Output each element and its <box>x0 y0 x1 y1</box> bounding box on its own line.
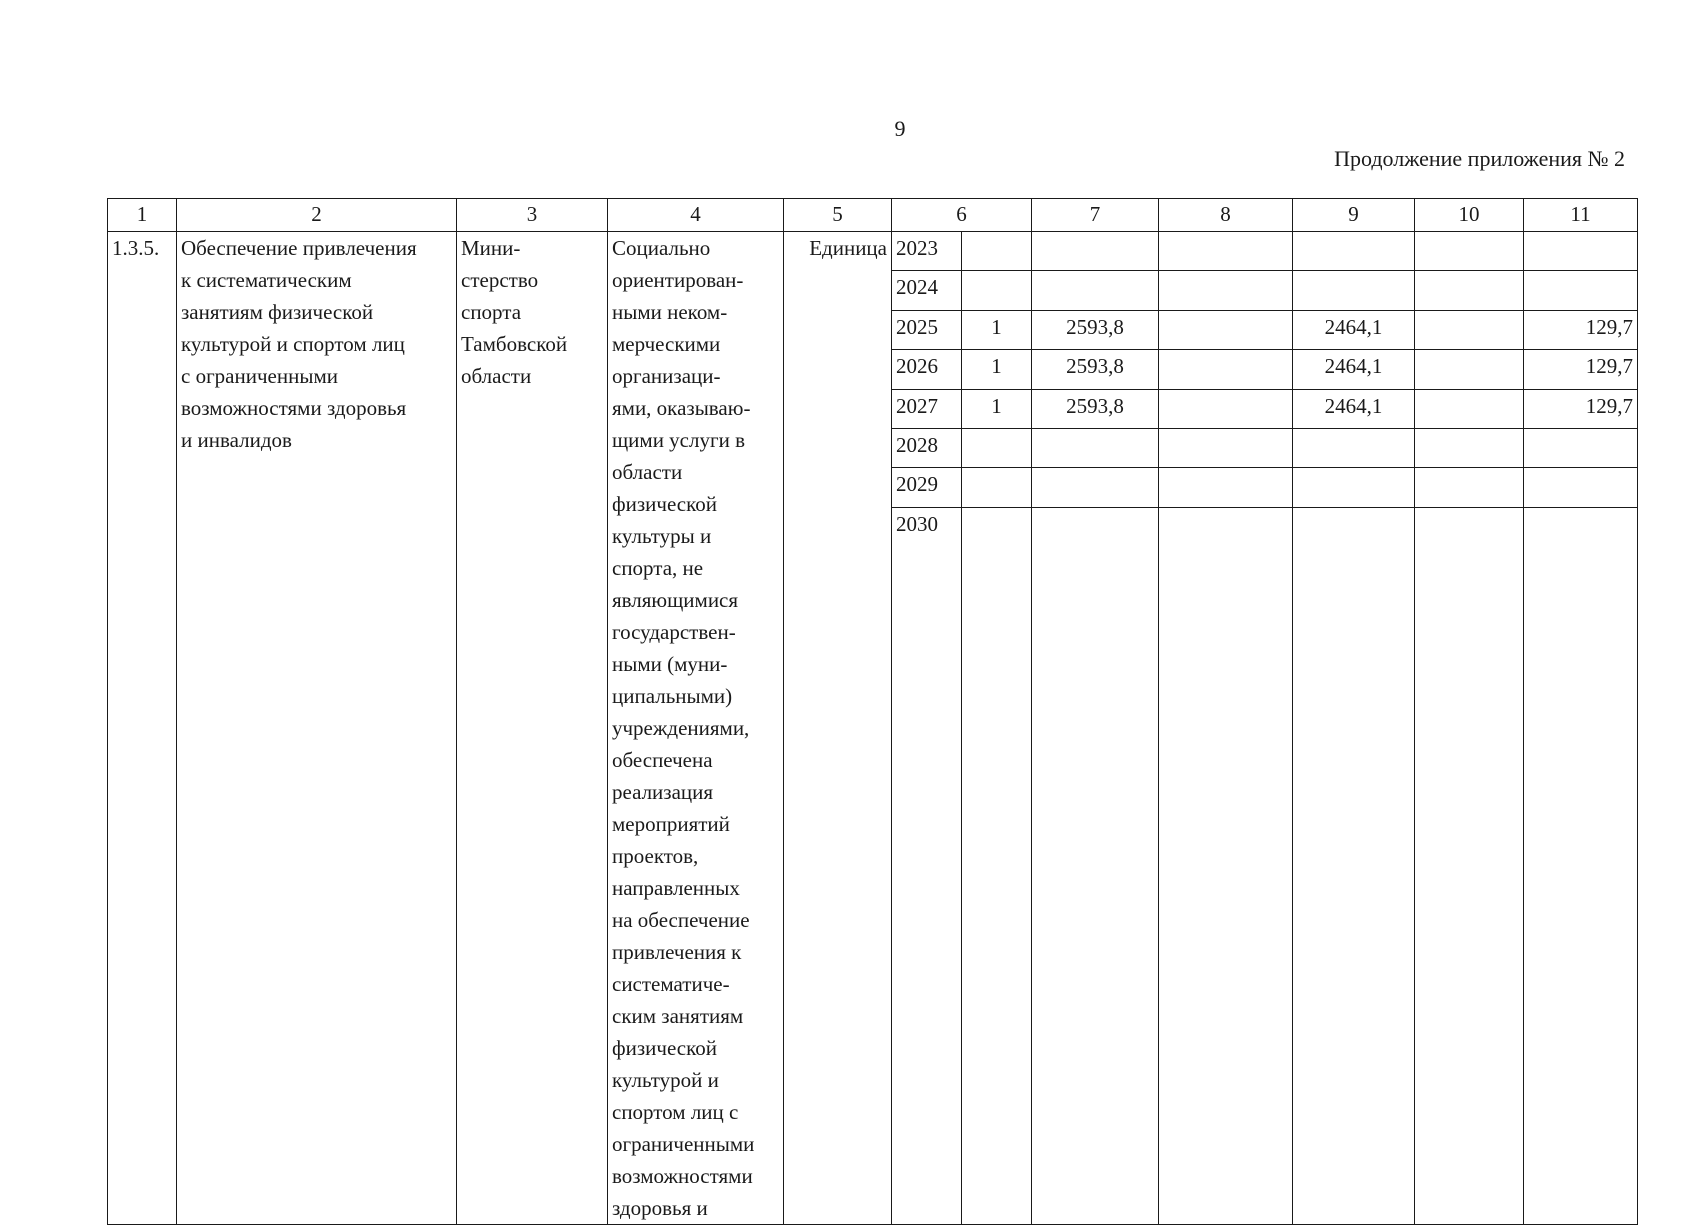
col8-cell <box>1159 271 1293 310</box>
total-cell: 2593,8 <box>1032 350 1159 389</box>
header-cell: 2 <box>177 199 457 232</box>
total-cell: 2593,8 <box>1032 389 1159 428</box>
col10-cell <box>1415 232 1524 271</box>
header-cell: 8 <box>1159 199 1293 232</box>
col10-cell <box>1415 350 1524 389</box>
count-cell: 1 <box>962 310 1032 349</box>
col9-cell <box>1293 507 1415 1224</box>
header-cell: 1 <box>108 199 177 232</box>
col10-cell <box>1415 271 1524 310</box>
activity-title: Обеспечение привлечения к систематическим занятиям физической культурой и спортом лиц с ограниченными возможностями здоровья и инвалидов <box>177 232 457 1225</box>
count-cell: 1 <box>962 389 1032 428</box>
col9-cell: 2464,1 <box>1293 350 1415 389</box>
col11-cell: 129,7 <box>1524 310 1638 349</box>
count-cell <box>962 507 1032 1224</box>
col8-cell <box>1159 232 1293 271</box>
col8-cell <box>1159 310 1293 349</box>
year-cell: 2028 <box>892 428 962 467</box>
header-cell: 4 <box>608 199 784 232</box>
year-cell: 2023 <box>892 232 962 271</box>
col10-cell <box>1415 507 1524 1224</box>
count-cell: 1 <box>962 350 1032 389</box>
year-cell: 2024 <box>892 271 962 310</box>
col9-cell <box>1293 428 1415 467</box>
count-cell <box>962 271 1032 310</box>
year-cell: 2029 <box>892 468 962 507</box>
header-cell: 10 <box>1415 199 1524 232</box>
col11-cell <box>1524 271 1638 310</box>
year-row <box>108 232 1638 271</box>
col8-cell <box>1159 507 1293 1224</box>
col9-cell <box>1293 468 1415 507</box>
total-cell <box>1032 468 1159 507</box>
header-cell: 11 <box>1524 199 1638 232</box>
col8-cell <box>1159 468 1293 507</box>
result-indicator: Социально ориентирован- ными неком- мерческими организаци- ями, оказываю- щими услуги в области физической культуры и спорта, не являющимися государствен- ными (муни- ципальными) учреждениями, обеспечена реализация мероприятий проектов, направленных на обеспечение привлечения к систематиче- ским занятиям физической культурой и спортом лиц с ограниченными возможностями здоровья и <box>608 232 784 1225</box>
col11-cell: 129,7 <box>1524 389 1638 428</box>
year-cell: 2025 <box>892 310 962 349</box>
unit-of-measure: Единица <box>784 232 892 1225</box>
col8-cell <box>1159 389 1293 428</box>
appendix-continuation-note: Продолжение приложения № 2 <box>1334 146 1625 171</box>
total-cell <box>1032 507 1159 1224</box>
total-cell: 2593,8 <box>1032 310 1159 349</box>
page-number: 9 <box>894 116 906 141</box>
col11-cell <box>1524 232 1638 271</box>
col9-cell <box>1293 271 1415 310</box>
header-cell: 3 <box>457 199 608 232</box>
col8-cell <box>1159 350 1293 389</box>
header-cell: 9 <box>1293 199 1415 232</box>
col11-cell <box>1524 428 1638 467</box>
col11-cell <box>1524 507 1638 1224</box>
col10-cell <box>1415 428 1524 467</box>
header-cell: 5 <box>784 199 892 232</box>
year-cell: 2027 <box>892 389 962 428</box>
col10-cell <box>1415 468 1524 507</box>
col8-cell <box>1159 428 1293 467</box>
count-cell <box>962 428 1032 467</box>
total-cell <box>1032 232 1159 271</box>
col9-cell: 2464,1 <box>1293 310 1415 349</box>
col9-cell: 2464,1 <box>1293 389 1415 428</box>
total-cell <box>1032 428 1159 467</box>
header-row <box>108 199 1638 232</box>
header-cell: 6 <box>892 199 1032 232</box>
year-cell: 2030 <box>892 507 962 1224</box>
item-code: 1.3.5. <box>108 232 177 1225</box>
total-cell <box>1032 271 1159 310</box>
col10-cell <box>1415 310 1524 349</box>
col11-cell <box>1524 468 1638 507</box>
count-cell <box>962 232 1032 271</box>
header-cell: 7 <box>1032 199 1159 232</box>
program-table <box>107 198 1638 1225</box>
responsible-executor: Мини- стерство спорта Тамбовской области <box>457 232 608 1225</box>
col10-cell <box>1415 389 1524 428</box>
count-cell <box>962 468 1032 507</box>
year-cell: 2026 <box>892 350 962 389</box>
col11-cell: 129,7 <box>1524 350 1638 389</box>
col9-cell <box>1293 232 1415 271</box>
